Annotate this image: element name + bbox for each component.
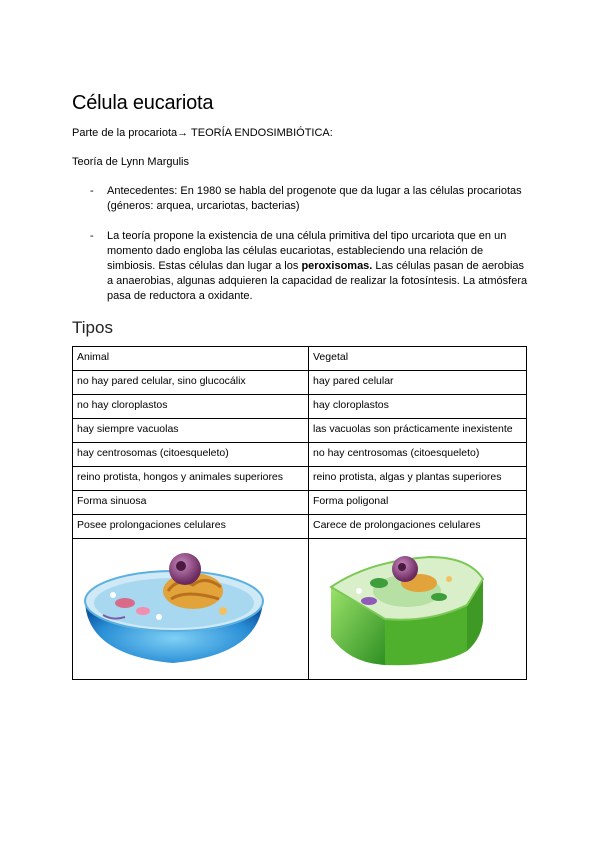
bullet-list bbox=[90, 184, 528, 304]
table-cell: reino protista, hongos y animales superiores bbox=[73, 467, 309, 491]
table-row bbox=[73, 371, 527, 395]
table-cell: hay siempre vacuolas bbox=[73, 419, 309, 443]
table-cell: no hay pared celular, sino glucocálix bbox=[73, 371, 309, 395]
animal-cell-illustration bbox=[73, 539, 300, 679]
table-cell: no hay cloroplastos bbox=[73, 395, 309, 419]
intro-line: Parte de la procariota→ TEORÍA ENDOSIMBIÓTICA: bbox=[72, 127, 333, 139]
plant-cell-illustration bbox=[309, 539, 536, 679]
section-title-tipos: Tipos bbox=[72, 318, 113, 337]
table-cell: Carece de prolongaciones celulares bbox=[309, 515, 527, 539]
animal-cell-image-cell bbox=[73, 539, 309, 680]
bullet-text: Antecedentes: En 1980 se habla del progenote que da lugar a las células procariotas (géneros: arquea, urcariotas, bacterias) bbox=[107, 185, 522, 212]
table-cell: Posee prolongaciones celulares bbox=[73, 515, 309, 539]
plant-cell-image-cell bbox=[309, 539, 527, 680]
theory-author-line: Teoría de Lynn Margulis bbox=[72, 156, 189, 168]
table-row bbox=[73, 395, 527, 419]
bullet-item-teoria bbox=[90, 229, 528, 304]
table-row bbox=[73, 467, 527, 491]
table-cell: hay cloroplastos bbox=[309, 395, 527, 419]
table-cell: Forma sinuosa bbox=[73, 491, 309, 515]
bullet-text-bold: peroxisomas. bbox=[301, 260, 373, 272]
comparison-table bbox=[72, 346, 527, 680]
bullet-dash: - bbox=[90, 185, 94, 197]
page-title: Célula eucariota bbox=[72, 92, 214, 114]
bullet-dash: - bbox=[90, 230, 94, 242]
table-row bbox=[73, 515, 527, 539]
table-cell: las vacuolas son prácticamente inexistente bbox=[309, 419, 527, 443]
table-cell: reino protista, algas y plantas superiores bbox=[309, 467, 527, 491]
table-header-row bbox=[73, 347, 527, 371]
table-header-animal: Animal bbox=[73, 347, 309, 371]
table-row bbox=[73, 419, 527, 443]
table-cell: Forma poligonal bbox=[309, 491, 527, 515]
table-cell: hay pared celular bbox=[309, 371, 527, 395]
table-row bbox=[73, 443, 527, 467]
table-row bbox=[73, 491, 527, 515]
bullet-text-part2: Las células pasan de aerobias a anaerobias, algunas adquieren la capacidad de realizar la fotosíntesis. La atmósfera pasa de reductora a oxidante. bbox=[107, 260, 528, 302]
bullet-text-part1: La teoría propone la existencia de una célula primitiva del tipo urcariota que en un momento dado engloba las células eucariotas, estableciendo una relación de simbiosis. Estas células dan lugar a los bbox=[107, 230, 507, 272]
bullet-item-antecedentes bbox=[90, 184, 528, 214]
table-cell: no hay centrosomas (citoesqueleto) bbox=[309, 443, 527, 467]
table-header-vegetal: Vegetal bbox=[309, 347, 527, 371]
table-cell: hay centrosomas (citoesqueleto) bbox=[73, 443, 309, 467]
table-image-row bbox=[73, 539, 527, 680]
